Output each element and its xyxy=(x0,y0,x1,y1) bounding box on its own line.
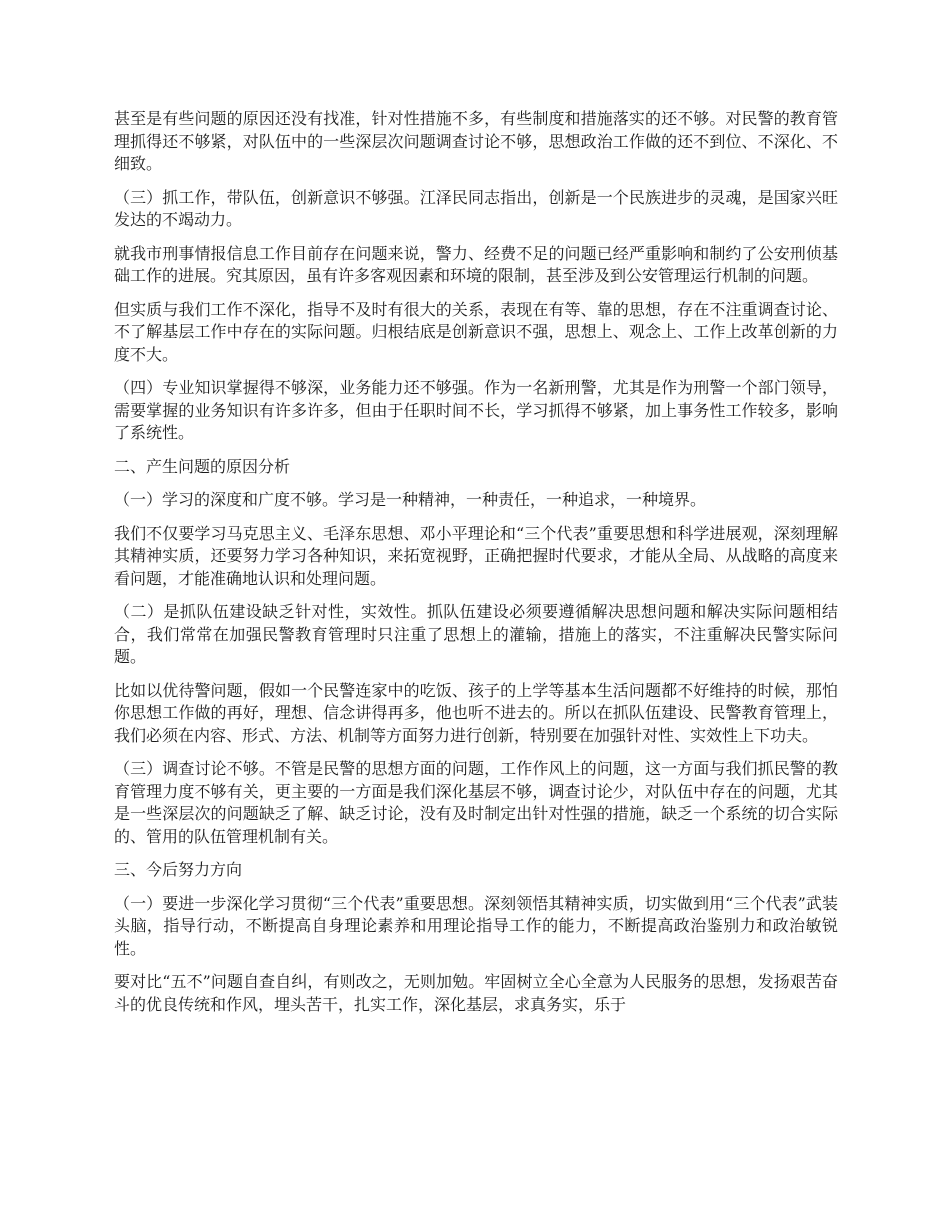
paragraph: 要对比“五不”问题自查自纠，有则改之，无则加勉。牢固树立全心全意为人民服务的思想，发扬艰苦奋斗的优良传统和作风，埋头苦干，扎实工作，深化基层，求真务实，乐于 xyxy=(114,972,838,1014)
paragraph: 就我市刑事情报信息工作目前存在问题来说，警力、经费不足的问题已经严重影响和制约了公安刑侦基础工作的进展。究其原因，虽有许多客观因素和环境的限制，甚至涉及到公安管理运行机制的问题。 xyxy=(114,243,838,285)
paragraph: （三）调查讨论不够。不管是民警的思想方面的问题，工作作风上的问题，这一方面与我们抓民警的教育管理力度不够有关，更主要的一方面是我们深化基层不够，调查讨论少，对队伍中存在的问题，尤其是一些深层次的问题缺乏了解、缺乏讨论，没有及时制定出针对性强的措施，缺乏一个系统的切合实际的、管用的队伍管理机制有关。 xyxy=(114,759,838,846)
paragraph: （一）要进一步深化学习贯彻“三个代表”重要思想。深刻领悟其精神实质，切实做到用“三个代表”武装头脑，指导行动，不断提高自身理论素养和用理论指导工作的能力，不断提高政治鉴别力和政治敏锐性。 xyxy=(114,893,838,958)
section-heading: 三、今后努力方向 xyxy=(114,860,243,879)
paragraph: （二）是抓队伍建设缺乏针对性，实效性。抓队伍建设必须要遵循解决思想问题和解决实际问题相结合，我们常常在加强民警教育管理时只注重了思想上的灌输，措施上的落实，不注重解决民警实际问题。 xyxy=(114,602,838,666)
paragraph: 比如以优待警问题，假如一个民警连家中的吃饭、孩子的上学等基本生活问题都不好维持的时候，那怕你思想工作做的再好，理想、信念讲得再多，他也听不进去的。所以在抓队伍建设、民警教育管理上，我们必须在内容、形式、方法、机制等方面努力进行创新，特别要在加强针对性、实效性上下功夫。 xyxy=(114,680,838,745)
paragraph: 甚至是有些问题的原因还没有找准，针对性措施不多，有些制度和措施落实的还不够。对民警的教育管理抓得还不够紧，对队伍中的一些深层次问题调查讨论不够，思想政治工作做的还不到位、不深化、不细致。 xyxy=(114,109,838,173)
document-page xyxy=(114,108,838,1027)
paragraph: （三）抓工作，带队伍，创新意识不够强。江泽民同志指出，创新是一个民族进步的灵魂，是国家兴旺发达的不竭动力。 xyxy=(114,187,838,229)
paragraph: 我们不仅要学习马克思主义、毛泽东思想、邓小平理论和“三个代表”重要思想和科学进展观，深刻理解其精神实质，还要努力学习各种知识，来拓宽视野，正确把握时代要求，才能从全局、从战略的高度来看问题，才能准确地认识和处理问题。 xyxy=(114,523,838,588)
section-heading: 二、产生问题的原因分析 xyxy=(114,456,291,476)
paragraph: 但实质与我们工作不深化，指导不及时有很大的关系，表现在有等、靠的思想，存在不注重调查讨论、不了解基层工作中存在的实际问题。归根结底是创新意识不强，思想上、观念上、工作上改革创新的力度不大。 xyxy=(114,299,838,364)
paragraph: （四）专业知识掌握得不够深，业务能力还不够强。作为一名新刑警，尤其是作为刑警一个部门领导，需要掌握的业务知识有许多许多，但由于任职时间不长，学习抓得不够紧，加上事务性工作较多，影响了系统性。 xyxy=(114,378,838,442)
paragraph: （一）学习的深度和广度不够。学习是一种精神，一种责任，一种追求，一种境界。 xyxy=(114,490,707,509)
